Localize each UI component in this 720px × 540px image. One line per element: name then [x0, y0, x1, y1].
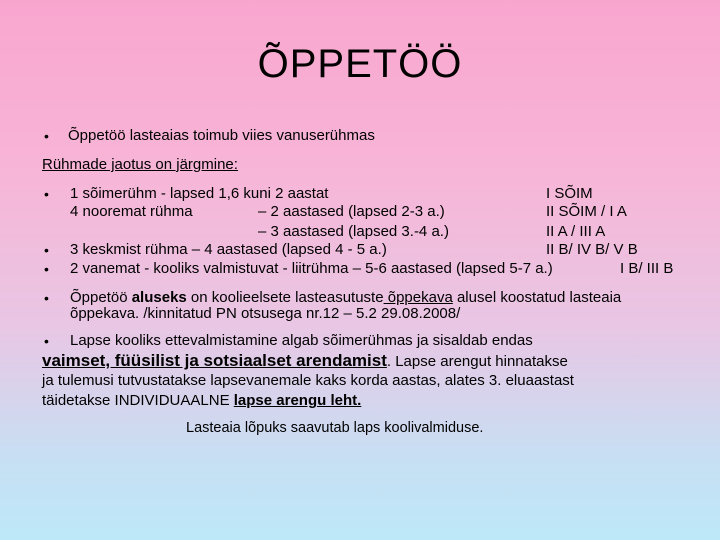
basis-line-2: õppekava. /kinnitatud PN otsusega nr.12 – 5.2 29.08.2008/: [70, 305, 461, 322]
prep-emphasis: vaimset, füüsilist ja sotsiaalset arendamist: [42, 351, 387, 370]
development-sheet-link: lapse arengu leht.: [233, 392, 362, 409]
prep-line-2-rest: . Lapse arengut hinnatakse: [386, 353, 568, 370]
group-2-code: II SÕIM / I A: [546, 203, 627, 220]
group-3-age: – 3 aastased (lapsed 3.-4 a.): [258, 223, 449, 240]
prep-line-4: [42, 392, 361, 410]
group-3-code: II A / III A: [546, 223, 606, 240]
prep-line-1: Lapse kooliks ettevalmistamine algab sõimerühmas ja sisaldab endas: [70, 332, 533, 349]
groups-heading: Rühmade jaotus on järgmine:: [42, 156, 238, 173]
group-5-text: 2 vanemat - kooliks valmistuvat - liitrühma – 5-6 aastased (lapsed 5-7 a.): [70, 260, 553, 277]
group-4-code: II B/ IV B/ V B: [546, 241, 638, 258]
prep-line-4-pre: täidetakse INDIVIDUAALNE: [42, 392, 234, 409]
closing-text: Lasteaia lõpuks saavutab laps koolivalmiduse.: [186, 420, 484, 436]
basis-curriculum: õppekava: [383, 289, 453, 306]
group-2-age: – 2 aastased (lapsed 2-3 a.): [258, 203, 445, 220]
bullet: •: [44, 128, 49, 144]
group-1-text: 1 sõimerühm - lapsed 1,6 kuni 2 aastat: [70, 185, 329, 202]
group-5-code: I B/ III B: [620, 260, 674, 277]
page-title: ÕPPETÖÖ: [257, 42, 463, 86]
group-1-code: I SÕIM: [546, 185, 593, 202]
bullet: •: [44, 186, 49, 202]
bullet: •: [44, 333, 49, 349]
basis-end: alusel koostatud lasteaia: [452, 289, 622, 306]
prep-line-2: [42, 351, 568, 371]
basis-bold: aluseks: [131, 289, 187, 306]
prep-line-3: ja tulemusi tutvustatakse lapsevanemale kaks korda aastas, alates 3. eluaastast: [42, 372, 574, 389]
bullet: •: [44, 261, 49, 277]
intro-text: Õppetöö lasteaias toimub viies vanuserühmas: [68, 127, 375, 144]
basis-pre: Õppetöö: [70, 289, 132, 306]
bullet: •: [44, 242, 49, 258]
group-4-text: 3 keskmist rühma – 4 aastased (lapsed 4 - 5 a.): [70, 241, 387, 258]
basis-post: on koolieelsete lasteasutuste: [186, 289, 384, 306]
bullet: •: [44, 290, 49, 306]
group-2-text: 4 nooremat rühma: [70, 203, 193, 220]
